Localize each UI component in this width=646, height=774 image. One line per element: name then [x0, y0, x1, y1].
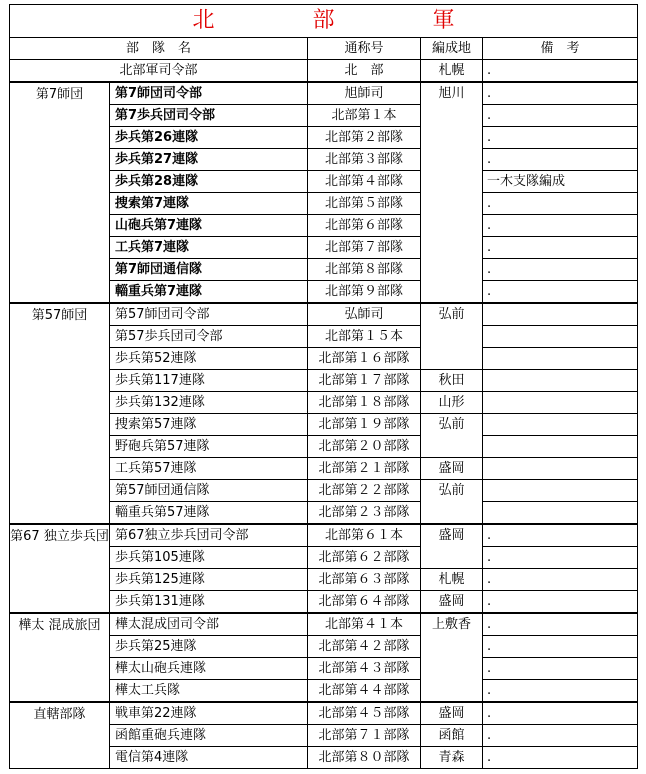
unit-place: 札幌: [421, 569, 483, 591]
page-title: 北 部 軍: [10, 5, 638, 38]
unit-note: [483, 348, 638, 370]
group-label: 直轄部隊: [10, 702, 110, 769]
unit-name: 樺太山砲兵連隊: [110, 658, 308, 680]
header-code: 通称号: [308, 38, 421, 60]
unit-note: [483, 326, 638, 348]
unit-note: .: [483, 569, 638, 591]
unit-note: .: [483, 636, 638, 658]
unit-name: 歩兵第132連隊: [110, 392, 308, 414]
unit-name: 歩兵第25連隊: [110, 636, 308, 658]
unit-note: [483, 370, 638, 392]
unit-code: 北部第６２部隊: [308, 547, 421, 569]
unit-code: 旭師司: [308, 82, 421, 105]
unit-code: 北部第６部隊: [308, 215, 421, 237]
unit-note: .: [483, 237, 638, 259]
unit-code: 北部第１９部隊: [308, 414, 421, 436]
unit-name: 樺太工兵隊: [110, 680, 308, 703]
unit-place: 函館: [421, 725, 483, 747]
unit-name: 歩兵第105連隊: [110, 547, 308, 569]
unit-note: .: [483, 281, 638, 304]
unit-name: 第7歩兵団司令部: [110, 105, 308, 127]
group-label: 第57師団: [10, 303, 110, 524]
unit-name: 山砲兵第7連隊: [110, 215, 308, 237]
header-note: 備 考: [483, 38, 638, 60]
unit-code: 北部第１５本: [308, 326, 421, 348]
unit-name: 第57歩兵団司令部: [110, 326, 308, 348]
unit-name: 輜重兵第57連隊: [110, 502, 308, 525]
unit-note: .: [483, 725, 638, 747]
unit-name: 函館重砲兵連隊: [110, 725, 308, 747]
table-row: [10, 82, 638, 105]
unit-code: 北部第９部隊: [308, 281, 421, 304]
hq-name: 北部軍司令部: [10, 60, 308, 83]
unit-code: 北部第８０部隊: [308, 747, 421, 769]
unit-name: 輜重兵第7連隊: [110, 281, 308, 304]
unit-name: 捜索第57連隊: [110, 414, 308, 436]
unit-code: 北部第４部隊: [308, 171, 421, 193]
unit-name: 第67独立歩兵団司令部: [110, 524, 308, 547]
unit-table: [9, 4, 638, 769]
unit-note: [483, 392, 638, 414]
unit-place: 盛岡: [421, 591, 483, 614]
table-body: [10, 82, 638, 769]
unit-code: 北部第４４部隊: [308, 680, 421, 703]
unit-note: [483, 458, 638, 480]
unit-place: 青森: [421, 747, 483, 769]
unit-name: 第7師団通信隊: [110, 259, 308, 281]
unit-note: [483, 303, 638, 326]
unit-note: .: [483, 193, 638, 215]
table-row: [10, 702, 638, 725]
unit-note: [483, 414, 638, 436]
unit-table-wrapper: [9, 4, 637, 769]
unit-note: .: [483, 591, 638, 614]
unit-note: 一木支隊編成: [483, 171, 638, 193]
unit-name: 第57師団通信隊: [110, 480, 308, 502]
unit-name: 第57師団司令部: [110, 303, 308, 326]
unit-code: 北部第４２部隊: [308, 636, 421, 658]
unit-note: .: [483, 524, 638, 547]
unit-name: 歩兵第125連隊: [110, 569, 308, 591]
table-row: [10, 303, 638, 326]
header-row: [10, 38, 638, 60]
unit-code: 北部第６４部隊: [308, 591, 421, 614]
unit-note: [483, 502, 638, 525]
unit-note: .: [483, 547, 638, 569]
unit-name: 歩兵第131連隊: [110, 591, 308, 614]
unit-name: 歩兵第117連隊: [110, 370, 308, 392]
unit-name: 歩兵第27連隊: [110, 149, 308, 171]
group-label: 第67 独立歩兵団: [10, 524, 110, 613]
unit-code: 北部第４１本: [308, 613, 421, 636]
unit-name: 戦車第22連隊: [110, 702, 308, 725]
unit-code: 北部第４３部隊: [308, 658, 421, 680]
unit-name: 歩兵第52連隊: [110, 348, 308, 370]
unit-note: .: [483, 658, 638, 680]
unit-note: .: [483, 127, 638, 149]
unit-code: 北部第２２部隊: [308, 480, 421, 502]
unit-place: 山形: [421, 392, 483, 414]
unit-code: 北部第１８部隊: [308, 392, 421, 414]
unit-note: .: [483, 702, 638, 725]
unit-code: 北部第１６部隊: [308, 348, 421, 370]
unit-place: 旭川: [421, 82, 483, 303]
unit-place: 弘前: [421, 480, 483, 525]
unit-place: 上敷香: [421, 613, 483, 702]
unit-note: .: [483, 680, 638, 703]
group-label: 第7師団: [10, 82, 110, 303]
unit-name: 工兵第7連隊: [110, 237, 308, 259]
unit-code: 弘師司: [308, 303, 421, 326]
unit-note: [483, 436, 638, 458]
hq-code: 北 部: [308, 60, 421, 83]
header-place: 編成地: [421, 38, 483, 60]
unit-name: 樺太混成団司令部: [110, 613, 308, 636]
unit-place: 秋田: [421, 370, 483, 392]
unit-name: 捜索第7連隊: [110, 193, 308, 215]
unit-place: 弘前: [421, 303, 483, 370]
unit-note: .: [483, 149, 638, 171]
header-name: 部 隊 名: [10, 38, 308, 60]
hq-note: .: [483, 60, 638, 83]
unit-note: .: [483, 215, 638, 237]
unit-name: 歩兵第28連隊: [110, 171, 308, 193]
unit-name: 野砲兵第57連隊: [110, 436, 308, 458]
unit-code: 北部第８部隊: [308, 259, 421, 281]
unit-place: 盛岡: [421, 702, 483, 725]
unit-code: 北部第１７部隊: [308, 370, 421, 392]
unit-name: 歩兵第26連隊: [110, 127, 308, 149]
table-row: [10, 613, 638, 636]
unit-code: 北部第１本: [308, 105, 421, 127]
unit-code: 北部第６３部隊: [308, 569, 421, 591]
unit-name: 第7師団司令部: [110, 82, 308, 105]
unit-note: .: [483, 105, 638, 127]
unit-code: 北部第７部隊: [308, 237, 421, 259]
unit-note: .: [483, 613, 638, 636]
unit-note: [483, 480, 638, 502]
table-row: [10, 524, 638, 547]
unit-note: .: [483, 259, 638, 281]
unit-code: 北部第２部隊: [308, 127, 421, 149]
unit-name: 電信第4連隊: [110, 747, 308, 769]
unit-code: 北部第５部隊: [308, 193, 421, 215]
unit-code: 北部第３部隊: [308, 149, 421, 171]
unit-name: 工兵第57連隊: [110, 458, 308, 480]
unit-code: 北部第７１部隊: [308, 725, 421, 747]
unit-place: 弘前: [421, 414, 483, 458]
unit-code: 北部第６１本: [308, 524, 421, 547]
hq-row: [10, 60, 638, 83]
unit-note: .: [483, 82, 638, 105]
unit-place: 盛岡: [421, 524, 483, 569]
group-label: 樺太 混成旅団: [10, 613, 110, 702]
unit-code: 北部第２０部隊: [308, 436, 421, 458]
unit-code: 北部第２１部隊: [308, 458, 421, 480]
unit-note: .: [483, 747, 638, 769]
hq-place: 札幌: [421, 60, 483, 83]
unit-code: 北部第２３部隊: [308, 502, 421, 525]
unit-code: 北部第４５部隊: [308, 702, 421, 725]
unit-place: 盛岡: [421, 458, 483, 480]
